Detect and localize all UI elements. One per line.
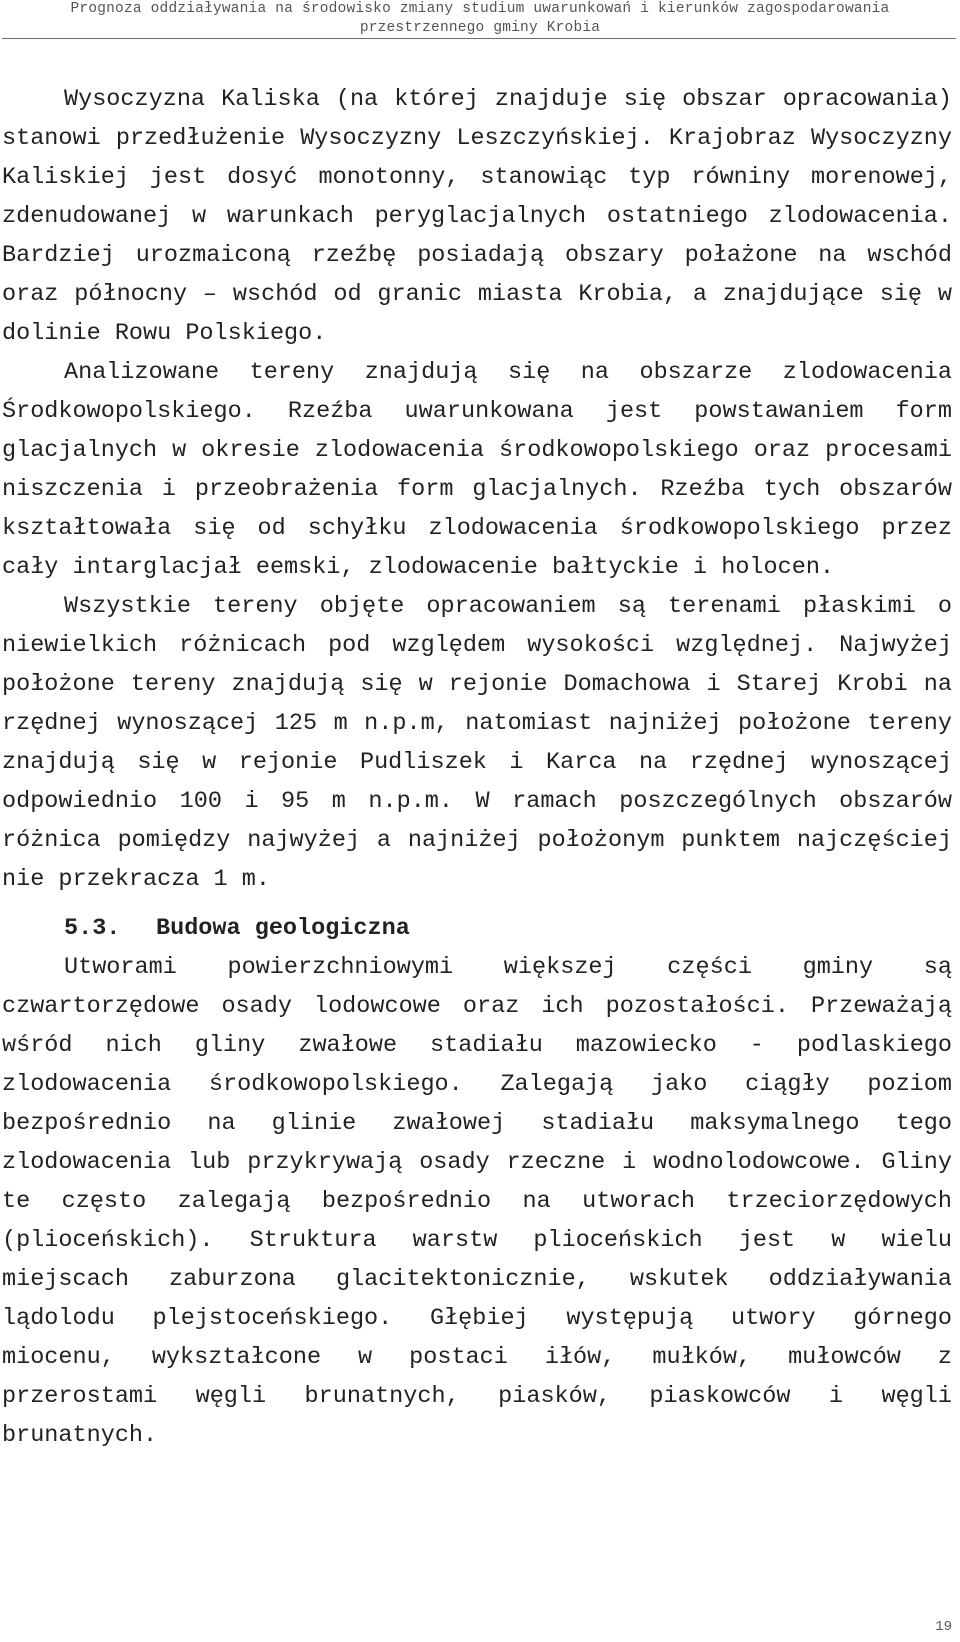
header-divider [2, 38, 956, 39]
section-heading [2, 909, 952, 948]
page-number: 19 [935, 1619, 952, 1635]
paragraph-kaliska-upland: Wysoczyzna Kaliska (na której znajduje się obszar opracowania) stanowi przedłużenie Wysoczyzny Leszczyńskiej. Krajobraz Wysoczyzny Kaliskiej jest dosyć monotonny, stanowiąc typ równiny morenowej, zdenudowanej w warunkach peryglacjalnych ostatniego zlodowacenia. Bardziej urozmaiconą rzeźbę posiadają obszary połażone na wschód oraz północny – wschód od granic miasta Krobia, a znajdujące się w dolinie Rowu Polskiego. [2, 86, 952, 347]
paragraph-glaciation-relief: Analizowane tereny znajdują się na obszarze zlodowacenia Środkowopolskiego. Rzeźba uwarunkowana jest powstawaniem form glacjalnych w okresie zlodowacenia środkowopolskiego oraz procesami niszczenia i przeobrażenia form glacjalnych. Rzeźba tych obszarów kształtowała się od schyłku zlodowacenia środkowopolskiego przez cały intarglacjał eemski, zlodowacenie bałtyckie i holocen. [2, 359, 952, 581]
paragraph-elevation-differences: Wszystkie tereny objęte opracowaniem są terenami płaskimi o niewielkich różnicach pod względem wysokości względnej. Najwyżej położone tereny znajdują się w rejonie Domachowa i Starej Krobi na rzędnej wynoszącej 125 m n.p.m, natomiast najniżej położone tereny znajdują się w rejonie Pudliszek i Karca na rzędnej wynoszącej odpowiednio 100 i 95 m n.p.m. W ramach poszczególnych obszarów różnica pomiędzy najwyżej a najniżej położonym punktem najczęściej nie przekracza 1 m. [2, 593, 952, 893]
section-number: 5.3. [64, 915, 121, 942]
running-header [0, 0, 960, 38]
running-header-line-2: przestrzennego gminy Krobia [359, 20, 601, 36]
paragraph-geology: Utworami powierzchniowymi większej części gminy są czwartorzędowe osady lodowcowe oraz ich pozostałości. Przeważają wśród nich gliny zwałowe stadiału mazowiecko - podlaskiego zlodowacenia środkowopolskiego. Zalegają jako ciągły poziom bezpośrednio na glinie zwałowej stadiału maksymalnego tego zlodowacenia lub przykrywają osady rzeczne i wodnolodowcowe. Gliny te często zalegają bezpośrednio na utworach trzeciorzędowych (plioceńskich). Struktura warstw plioceńskich jest w wielu miejscach zaburzona glacitektonicznie, wskutek oddziaływania lądolodu plejstoceńskiego. Głębiej występują utwory górnego miocenu, wykształcone w postaci iłów, mułków, mułowców z przerostami węgli brunatnych, piasków, piaskowców i węgli brunatnych. [2, 954, 952, 1449]
section-title: Budowa geologiczna [156, 915, 410, 942]
document-body [2, 80, 952, 1455]
running-header-line-1: Prognoza oddziaływania na środowisko zmiany studium uwarunkowań i kierunków zagospodarowania [70, 1, 890, 17]
